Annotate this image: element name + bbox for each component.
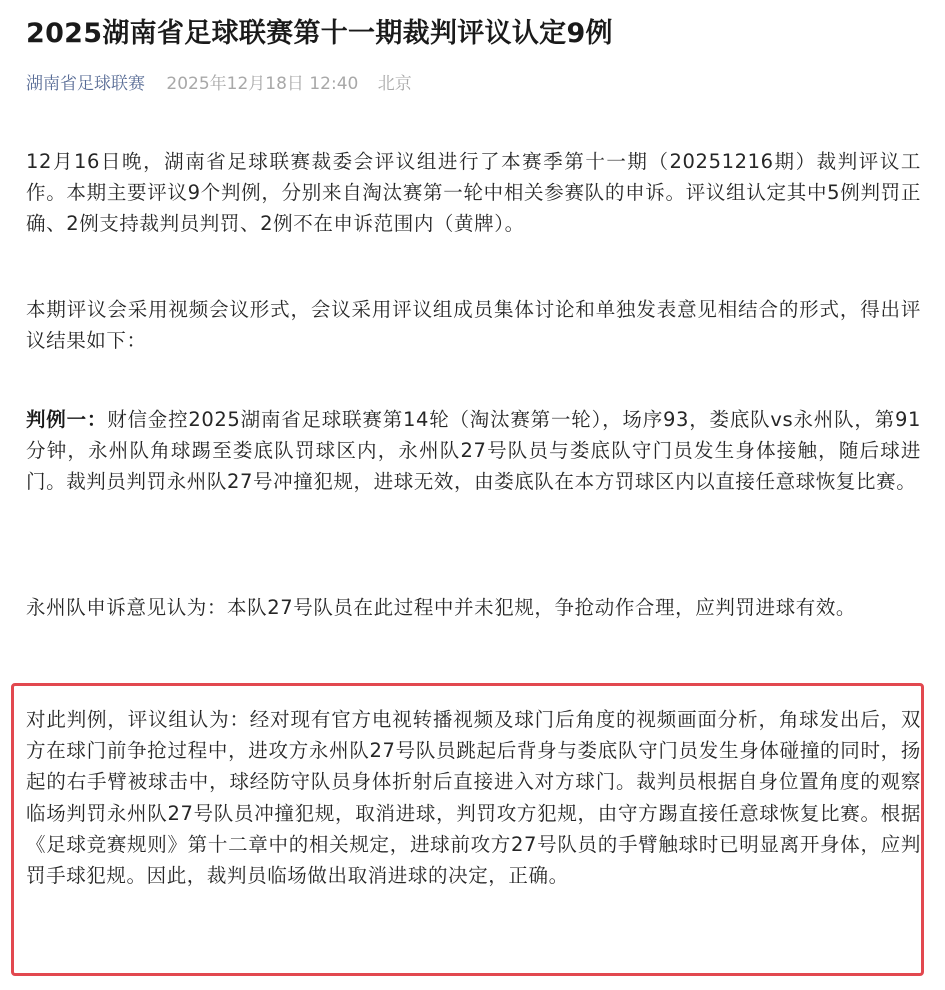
paragraph-case-1	[26, 404, 921, 498]
paragraph-intro: 12月16日晚，湖南省足球联赛裁委会评议组进行了本赛季第十一期（20251216期）裁判评议工作。本期主要评议9个判例，分别来自淘汰赛第一轮中相关参赛队的申诉。评议组认定其中5例判罚正确、2例支持裁判员判罚、2例不在申诉范围内（黄牌）。	[26, 150, 921, 236]
paragraph-appeal: 永州队申诉意见认为：本队27号队员在此过程中并未犯规，争抢动作合理，应判罚进球有效。	[26, 596, 857, 619]
publish-location: 北京	[377, 74, 412, 94]
case-1-text: 财信金控2025湖南省足球联赛第14轮（淘汰赛第一轮），场序93，娄底队vs永州队，第91分钟，永州队角球踢至娄底队罚球区内，永州队27号队员与娄底队守门员发生身体接触，随后球进门。裁判员判罚永州队27号冲撞犯规，进球无效，由娄底队在本方罚球区内以直接任意球恢复比赛。	[26, 408, 922, 494]
paragraph-format: 本期评议会采用视频会议形式，会议采用评议组成员集体讨论和单独发表意见相结合的形式，得出评议结果如下：	[26, 298, 921, 353]
publish-datetime: 2025年12月18日 12:40	[166, 74, 359, 94]
article-meta	[26, 70, 412, 98]
case-1-label: 判例一：	[26, 408, 108, 431]
paragraph-verdict: 对此判例，评议组认为：经对现有官方电视转播视频及球门后角度的视频画面分析，角球发出后，双方在球门前争抢过程中，进攻方永州队27号队员跳起后背身与娄底队守门员发生身体碰撞的同时，扬起的右手臂被球击中，球经防守队员身体折射后直接进入对方球门。裁判员根据自身位置角度的观察临场判罚永州队27号队员冲撞犯规，取消进球，判罚攻方犯规，由守方踢直接任意球恢复比赛。根据《足球竞赛规则》第十二章中的相关规定，进球前攻方27号队员的手臂触球时已明显离开身体，应判罚手球犯规。因此，裁判员临场做出取消进球的决定，正确。	[26, 708, 921, 888]
source-link[interactable]: 湖南省足球联赛	[26, 74, 145, 94]
article-title: 2025湖南省足球联赛第十一期裁判评议认定9例	[26, 18, 613, 49]
